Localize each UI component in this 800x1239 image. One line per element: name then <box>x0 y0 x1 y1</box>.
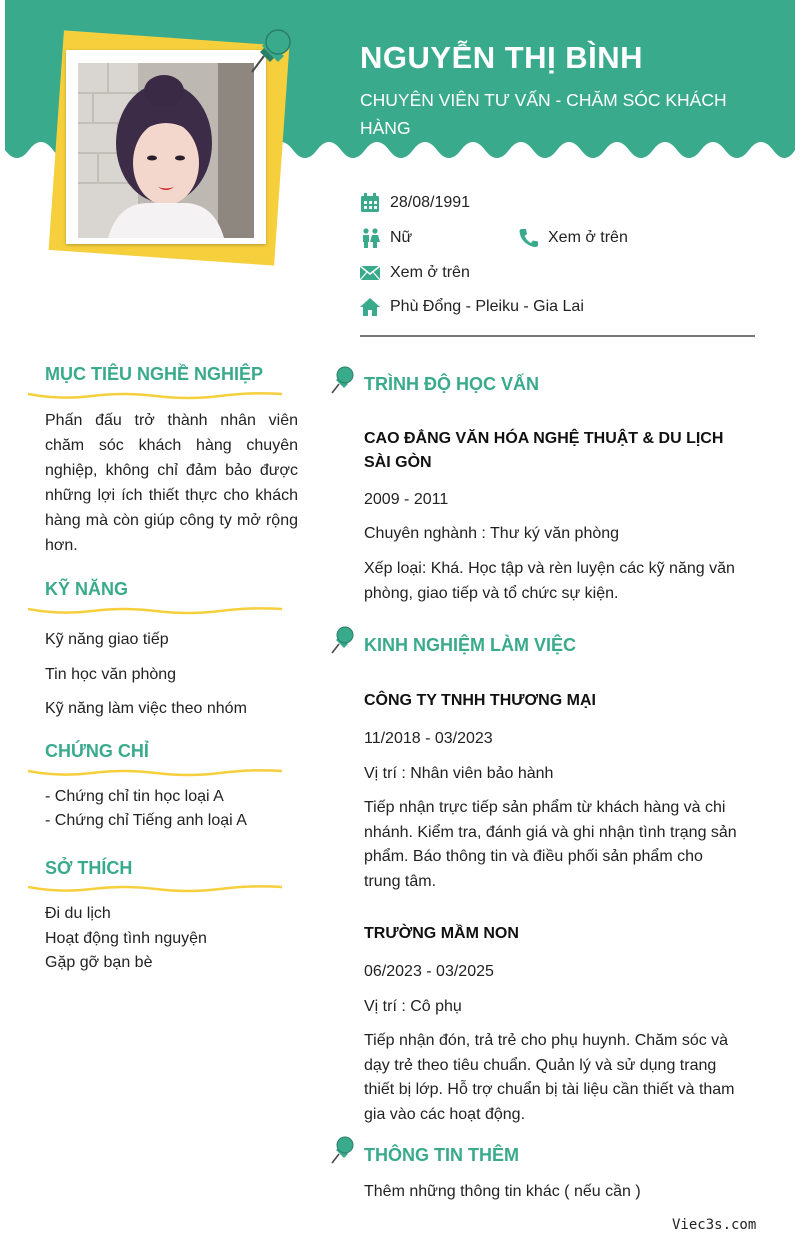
wavy-divider <box>28 767 282 779</box>
education-grade: Xếp loại: Khá. Học tập và rèn luyện các kỹ năng văn phòng, giao tiếp và tổ chức sự kiện. <box>364 560 735 602</box>
skill-item: Kỹ năng giao tiếp <box>45 631 169 648</box>
email-value: Xem ở trên <box>390 264 470 281</box>
wavy-divider <box>28 883 282 895</box>
extra-text: Thêm những thông tin khác ( nếu cần ) <box>364 1183 641 1200</box>
phone-value: Xem ở trên <box>548 229 628 246</box>
hobby-item: Hoạt động tình nguyện <box>45 930 207 947</box>
contact-dob <box>360 192 470 214</box>
pushpin-icon <box>330 1136 356 1164</box>
hobby-item: Gặp gỡ bạn bè <box>45 954 153 971</box>
skills-heading: KỸ NĂNG <box>45 579 129 599</box>
email-icon <box>360 263 382 283</box>
contact-phone <box>518 227 628 249</box>
address-value: Phù Đổng - Pleiku - Gia Lai <box>390 298 584 315</box>
education-school: CAO ĐẲNG VĂN HÓA NGHỆ THUẬT & DU LỊCH SÀI GÒN <box>364 430 724 471</box>
skill-item: Tin học văn phòng <box>45 666 177 683</box>
certificate-item: - Chứng chỉ Tiếng anh loại A <box>45 812 247 829</box>
job-period: 11/2018 - 03/2023 <box>364 730 493 747</box>
gender-value: Nữ <box>390 229 413 246</box>
objective-text: Phấn đấu trở thành nhân viên chăm sóc khách hàng chuyên nghiệp, không chỉ đảm bảo được những lợi ích thiết thực cho khách hàng mà còn giúp công ty mở rộng hơn. <box>45 412 298 554</box>
contact-divider <box>360 335 755 337</box>
job-position: Vị trí : Cô phụ <box>364 998 462 1015</box>
home-icon <box>360 297 382 317</box>
job-company: CÔNG TY TNHH THƯƠNG MẠI <box>364 692 596 709</box>
photo-card <box>66 50 266 244</box>
phone-icon <box>518 228 540 248</box>
contact-gender <box>360 227 412 249</box>
education-period: 2009 - 2011 <box>364 491 449 508</box>
dob-value: 28/08/1991 <box>390 194 471 211</box>
certificate-item: - Chứng chỉ tin học loại A <box>45 788 224 805</box>
job-title: CHUYÊN VIÊN TƯ VẤN - CHĂM SÓC KHÁCH HÀNG <box>360 90 727 138</box>
education-major: Chuyên nghành : Thư ký văn phòng <box>364 525 620 542</box>
contact-email <box>360 262 470 284</box>
pushpin-icon <box>248 26 294 76</box>
extra-heading: THÔNG TIN THÊM <box>364 1145 519 1165</box>
wavy-divider <box>28 390 282 402</box>
pushpin-icon <box>330 366 356 394</box>
profile-photo <box>78 63 254 238</box>
wavy-divider <box>28 605 282 617</box>
certificates-heading: CHỨNG CHỈ <box>45 741 149 761</box>
contact-address <box>360 296 584 318</box>
job-description: Tiếp nhận trực tiếp sản phẩm từ khách hàng và chi nhánh. Kiểm tra, đánh giá và ghi nhận tình trạng sản phẩm. Báo thông tin và điều phối sản phẩm cho trung tâm. <box>364 799 737 890</box>
gender-icon <box>360 228 382 248</box>
education-heading: TRÌNH ĐỘ HỌC VẤN <box>364 374 539 394</box>
profile-photo-frame <box>40 26 300 276</box>
footer-brand: Viec3s.com <box>672 1217 757 1233</box>
objective-heading: MỤC TIÊU NGHỀ NGHIỆP <box>45 364 264 384</box>
job-position: Vị trí : Nhân viên bảo hành <box>364 765 554 782</box>
job-company: TRƯỜNG MẦM NON <box>364 925 519 942</box>
hobby-item: Đi du lịch <box>45 905 111 922</box>
pushpin-icon <box>330 626 356 654</box>
experience-heading: KINH NGHIỆM LÀM VIỆC <box>364 635 577 655</box>
candidate-name: NGUYỄN THỊ BÌNH <box>360 40 644 75</box>
hobbies-heading: SỞ THÍCH <box>45 858 133 878</box>
job-period: 06/2023 - 03/2025 <box>364 963 494 980</box>
calendar-icon <box>360 193 382 213</box>
skill-item: Kỹ năng làm việc theo nhóm <box>45 700 247 717</box>
job-description: Tiếp nhận đón, trả trẻ cho phụ huynh. Chăm sóc và dạy trẻ theo tiêu chuẩn. Quản lý và sử dụng trang thiết bị lớp. Hỗ trợ chuẩn bị tài liệu cần thiết và tham gia vào các hoạt động. <box>364 1032 735 1123</box>
